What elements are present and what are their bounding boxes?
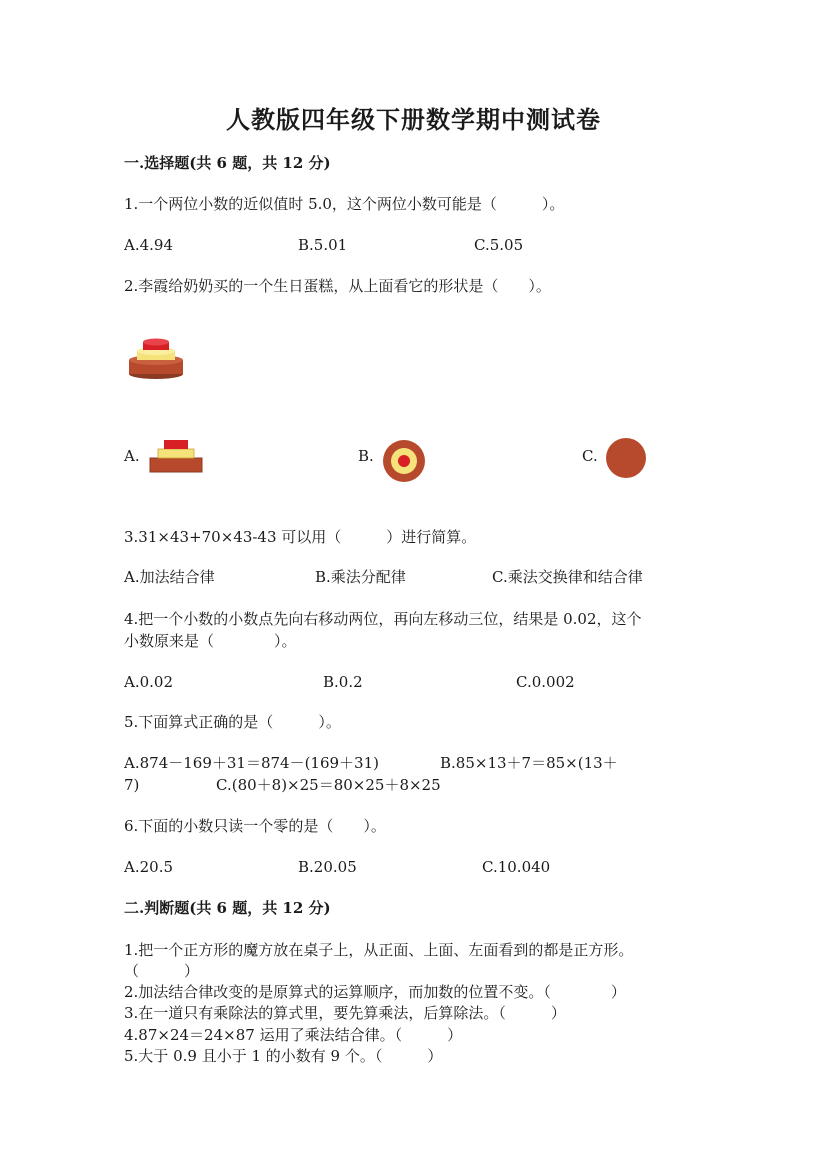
q2-option-b: B. — [358, 447, 374, 465]
judge-q5: 5.大于 0.9 且小于 1 的小数有 9 个。（ ） — [124, 1047, 443, 1065]
q3-option-c: C.乘法交换律和结合律 — [492, 568, 643, 586]
section1-heading: 一.选择题(共 6 题，共 12 分) — [124, 154, 331, 172]
option-a-front-view-image — [148, 438, 204, 474]
option-b-top-view-concentric-image — [381, 438, 427, 484]
q2-option-c: C. — [582, 447, 598, 465]
judge-q4: 4.87×24＝24×87 运用了乘法结合律。（ ） — [124, 1026, 463, 1044]
q5-option-c: C.(80＋8)×25＝80×25＋8×25 — [216, 776, 441, 794]
q3-stem: 3.31×43+70×43-43 可以用（ ）进行简算。 — [124, 528, 477, 546]
q1-option-b: B.5.01 — [298, 236, 348, 254]
q6-option-c: C.10.040 — [482, 858, 551, 876]
q4-option-c: C.0.002 — [516, 673, 575, 691]
q4-stem-line1: 4.把一个小数的小数点先向右移动两位，再向左移动三位，结果是 0.02，这个 — [124, 610, 642, 628]
q4-stem-line2: 小数原来是（ ）。 — [124, 632, 297, 650]
judge-q1-line1: 1.把一个正方形的魔方放在桌子上，从正面、上面、左面看到的都是正方形。 — [124, 941, 634, 959]
cake-side-view-image — [126, 338, 186, 382]
q6-option-b: B.20.05 — [298, 858, 357, 876]
q5-stem: 5.下面算式正确的是（ ）。 — [124, 713, 341, 731]
q1-option-c: C.5.05 — [474, 236, 524, 254]
judge-q2: 2.加法结合律改变的是原算式的运算顺序，而加数的位置不变。（ ） — [124, 983, 626, 1001]
q1-option-a: A.4.94 — [124, 236, 173, 254]
q5-option-b: B.85×13＋7＝85×(13＋ — [440, 754, 618, 772]
judge-q1-line2: （ ） — [124, 962, 200, 980]
q6-option-a: A.20.5 — [124, 858, 173, 876]
page-title: 人教版四年级下册数学期中测试卷 — [226, 105, 601, 134]
q5-option-a: A.874－169＋31＝874－(169＋31) — [124, 754, 380, 772]
q3-option-b: B.乘法分配律 — [315, 568, 406, 586]
q2-option-a: A. — [124, 447, 140, 465]
q3-option-a: A.加法结合律 — [124, 568, 215, 586]
q1-stem: 1.一个两位小数的近似值时 5.0，这个两位小数可能是（ ）。 — [124, 195, 565, 213]
q2-stem: 2.李霞给奶奶买的一个生日蛋糕，从上面看它的形状是（ ）。 — [124, 277, 551, 295]
q6-stem: 6.下面的小数只读一个零的是（ ）。 — [124, 817, 386, 835]
q4-option-b: B.0.2 — [323, 673, 363, 691]
section2-heading: 二.判断题(共 6 题，共 12 分) — [124, 899, 331, 917]
option-c-top-view-circle-image — [605, 437, 647, 479]
q5-option-b-continued: 7) — [124, 776, 140, 794]
q4-option-a: A.0.02 — [124, 673, 173, 691]
judge-q3: 3.在一道只有乘除法的算式里，要先算乘法，后算除法。（ ） — [124, 1004, 566, 1022]
